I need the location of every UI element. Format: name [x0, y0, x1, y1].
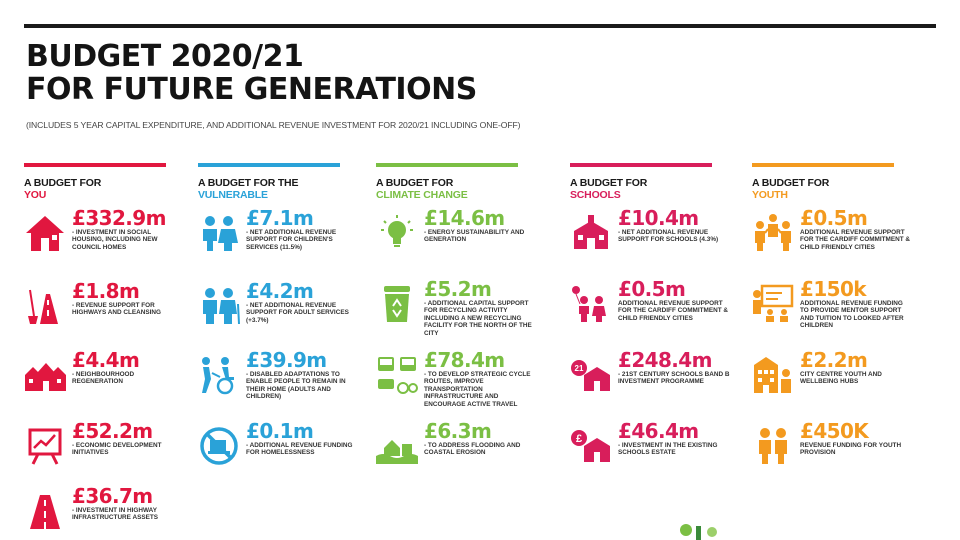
budget-item [752, 420, 912, 478]
budget-item [24, 349, 184, 407]
budget-item [752, 349, 912, 407]
house-icon [24, 213, 66, 253]
budget-item [570, 207, 730, 265]
column-header-line-2: VULNERABLE [198, 189, 268, 201]
budget-amount: £14.6m [424, 206, 505, 230]
budget-item [752, 278, 912, 336]
column-header-line-1: A BUDGET FOR THE [198, 177, 299, 189]
column-vulnerable [198, 163, 356, 203]
page-title [26, 40, 477, 106]
budget-item [376, 420, 536, 478]
budget-amount: £150k [800, 277, 866, 301]
road-broom-icon [24, 286, 66, 326]
budget-amount: £36.7m [72, 484, 153, 508]
budget-description: - NET ADDITIONAL REVENUE SUPPORT FOR ADULT SERVICES (+3.7%) [246, 302, 349, 324]
elderly-icon [198, 286, 240, 326]
column-header-line-1: A BUDGET FOR [752, 177, 830, 189]
budget-amount: £1.8m [72, 279, 140, 303]
column-header [376, 177, 534, 203]
flood-icon [376, 426, 418, 466]
road-icon [24, 491, 66, 531]
budget-amount: £248.4m [618, 348, 712, 372]
budget-item [24, 420, 184, 478]
column-header-line-1: A BUDGET FOR [24, 177, 102, 189]
houses-icon [24, 355, 66, 395]
budget-description: - TO DEVELOP STRATEGIC CYCLE ROUTES, IMPROVE TRANSPORTATION INFRASTRUCTURE AND ENCOURAGE ACTIVE TRAVEL [424, 371, 531, 408]
budget-amount: £6.3m [424, 419, 492, 443]
budget-description: - NEIGHBOURHOOD REGENERATION [72, 371, 135, 386]
column-rule [24, 163, 166, 167]
column-rule [198, 163, 340, 167]
lightbulb-icon [376, 213, 418, 253]
column-climate [376, 163, 534, 203]
budget-amount: £0.5m [800, 206, 868, 230]
budget-item [376, 207, 536, 265]
budget-amount: £332.9m [72, 206, 166, 230]
kids-balloon-icon [570, 284, 612, 324]
title-line-2: FOR FUTURE GENERATIONS [26, 72, 477, 107]
budget-description: - NET ADDITIONAL REVENUE SUPPORT FOR SCHOOLS (4.3%) [618, 229, 719, 244]
budget-item [376, 278, 536, 336]
column-rule [752, 163, 894, 167]
subtitle: (INCLUDES 5 YEAR CAPITAL EXPENDITURE, AND ADDITIONAL REVENUE INVESTMENT FOR 2020/21 INCLUDING ONE-OFF) [26, 120, 521, 130]
budget-description: CITY CENTRE YOUTH AND WELLBEING HUBS [800, 371, 882, 386]
hub-icon [752, 355, 794, 395]
column-rule [570, 163, 712, 167]
column-header [24, 177, 182, 203]
column-header-line-2: YOU [24, 189, 47, 201]
chart-easel-icon [24, 426, 66, 466]
decorative-figure-icon [672, 520, 732, 540]
budget-description: - TO ADDRESS FLOODING AND COASTAL EROSION [424, 442, 521, 457]
school-pound-icon [570, 426, 612, 466]
budget-description: - NET ADDITIONAL REVENUE SUPPORT FOR CHILDREN'S SERVICES (11.5%) [246, 229, 337, 251]
budget-amount: £4.4m [72, 348, 140, 372]
column-schools [570, 163, 728, 203]
recycling-bin-icon [376, 284, 418, 324]
budget-amount: £46.4m [618, 419, 699, 443]
budget-item [198, 207, 358, 265]
youth-pair-icon [752, 426, 794, 466]
budget-description: - ENERGY SUSTAINABILITY AND GENERATION [424, 229, 525, 244]
budget-item [752, 207, 912, 265]
school-icon [570, 213, 612, 253]
column-header-line-1: A BUDGET FOR [376, 177, 454, 189]
budget-description: - ECONOMIC DEVELOPMENT INITIATIVES [72, 442, 162, 457]
group-icon [752, 213, 794, 253]
budget-amount: £450K [800, 419, 869, 443]
transport-icon [376, 355, 418, 395]
budget-amount: £4.2m [246, 279, 314, 303]
budget-item [376, 349, 536, 407]
column-header [570, 177, 728, 203]
budget-item [24, 207, 184, 265]
budget-description: ADDITIONAL REVENUE SUPPORT FOR THE CARDIFF COMMITMENT & CHILD FRIENDLY CITIES [618, 300, 729, 322]
school-21st-icon [570, 355, 612, 395]
svg-text:£: £ [575, 433, 583, 445]
budget-description: REVENUE FUNDING FOR YOUTH PROVISION [800, 442, 902, 457]
column-header-line-2: SCHOOLS [570, 189, 621, 201]
budget-amount: £39.9m [246, 348, 327, 372]
budget-amount: £0.5m [618, 277, 686, 301]
budget-description: - INVESTMENT IN SOCIAL HOUSING, INCLUDING NEW COUNCIL HOMES [72, 229, 158, 251]
budget-item [198, 349, 358, 407]
children-icon [198, 213, 240, 253]
budget-item [570, 278, 730, 336]
budget-description: - INVESTMENT IN HIGHWAY INFRASTRUCTURE ASSETS [72, 507, 159, 522]
budget-description: - ADDITIONAL REVENUE FUNDING FOR HOMELESSNESS [246, 442, 353, 457]
budget-description: - DISABLED ADAPTATIONS TO ENABLE PEOPLE TO REMAIN IN THEIR HOME (ADULTS AND CHILDREN) [246, 371, 346, 401]
budget-amount: £7.1m [246, 206, 314, 230]
title-line-1: BUDGET 2020/21 [26, 39, 304, 74]
budget-item [24, 280, 184, 338]
budget-description: - ADDITIONAL CAPITAL SUPPORT FOR RECYCLING ACTIVITY INCLUDING A NEW RECYCLING FACILITY FOR THE NORTH OF THE CITY [424, 300, 532, 337]
column-rule [376, 163, 518, 167]
column-header [752, 177, 910, 203]
wheelchair-icon [198, 355, 240, 395]
budget-item [198, 280, 358, 338]
budget-amount: £10.4m [618, 206, 699, 230]
budget-amount: £2.2m [800, 348, 868, 372]
svg-text:21: 21 [574, 364, 584, 373]
column-header-line-2: YOUTH [752, 189, 788, 201]
column-header [198, 177, 356, 203]
budget-description: ADDITIONAL REVENUE SUPPORT FOR THE CARDIFF COMMITMENT & CHILD FRIENDLY CITIES [800, 229, 911, 251]
column-header-line-2: CLIMATE CHANGE [376, 189, 468, 201]
budget-amount: £78.4m [424, 348, 505, 372]
budget-item [570, 349, 730, 407]
budget-amount: £0.1m [246, 419, 314, 443]
budget-item [24, 485, 184, 540]
column-youth [752, 163, 910, 203]
budget-item [570, 420, 730, 478]
budget-description: - 21ST CENTURY SCHOOLS BAND B INVESTMENT PROGRAMME [618, 371, 730, 386]
column-you [24, 163, 182, 203]
budget-description: - INVESTMENT IN THE EXISTING SCHOOLS ESTATE [618, 442, 718, 457]
column-header-line-1: A BUDGET FOR [570, 177, 648, 189]
budget-item [198, 420, 358, 478]
teacher-icon [752, 284, 794, 324]
budget-amount: £52.2m [72, 419, 153, 443]
budget-description: - REVENUE SUPPORT FOR HIGHWAYS AND CLEANSING [72, 302, 162, 317]
top-rule [24, 24, 936, 28]
budget-amount: £5.2m [424, 277, 492, 301]
no-sleeping-icon [198, 426, 240, 466]
budget-description: ADDITIONAL REVENUE FUNDING TO PROVIDE MENTOR SUPPORT AND TUITION TO LOOKED AFTER CHILDREN [800, 300, 904, 330]
